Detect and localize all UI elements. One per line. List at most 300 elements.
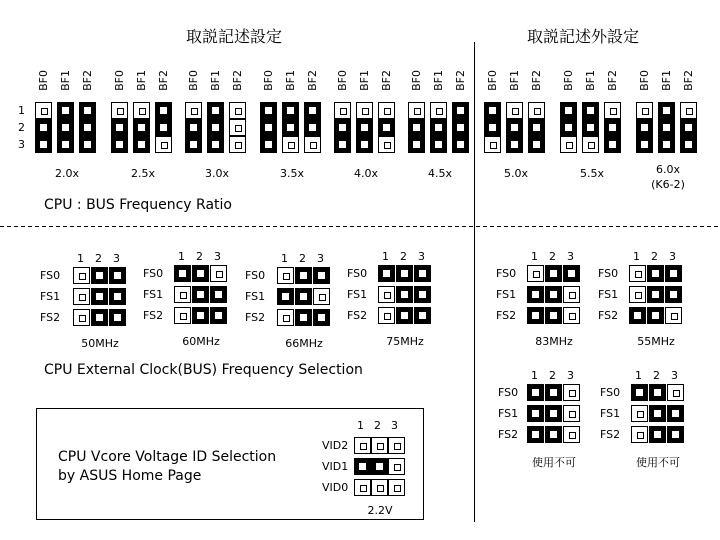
- jumper-pin-icon: [318, 314, 325, 321]
- jumper-pin-icon: [361, 124, 368, 131]
- vcore-column-number: 1: [357, 419, 364, 432]
- fs-row-label: FS2: [496, 309, 517, 322]
- fs-row-label: FS1: [598, 288, 619, 301]
- jumper-cell: [304, 136, 321, 153]
- ratio-caption: 3.5x: [279, 167, 304, 180]
- clock-column-number: 3: [113, 252, 120, 265]
- jumper-pin-icon: [663, 124, 670, 131]
- left-section-title: 取説記述設定: [186, 27, 283, 46]
- jumper-cell: [545, 265, 562, 282]
- clock-caption: 使用不可: [532, 456, 576, 469]
- fs-row-label: FS2: [347, 309, 368, 322]
- jumper-cell: [563, 307, 580, 324]
- jumper-pin-icon: [160, 124, 167, 131]
- jumper-pin-icon: [96, 272, 103, 279]
- clock-column-number: 1: [633, 250, 640, 263]
- jumper-pin-icon: [96, 314, 103, 321]
- jumper-cell: [334, 102, 351, 119]
- jumper-pin-icon: [62, 107, 69, 114]
- jumper-cell: [484, 136, 501, 153]
- jumper-pin-icon: [265, 141, 272, 148]
- jumper-pin-icon: [160, 107, 167, 114]
- clock-caption: 75MHz: [386, 335, 424, 348]
- jumper-pin-icon: [435, 141, 442, 148]
- jumper-pin-icon: [318, 272, 325, 279]
- jumper-cell: [109, 288, 126, 305]
- jumper-cell: [667, 405, 684, 422]
- jumper-pin-icon: [637, 432, 644, 439]
- clock-column-number: 2: [651, 250, 658, 263]
- clock-column-number: 2: [549, 250, 556, 263]
- jumper-cell: [79, 102, 96, 119]
- jumper-cell: [388, 458, 405, 475]
- jumper-cell: [396, 286, 413, 303]
- ratio-caption: 5.0x: [503, 167, 528, 180]
- jumper-cell: [111, 119, 128, 136]
- jumper-pin-icon: [587, 124, 594, 131]
- jumper-cell: [680, 102, 697, 119]
- jumper-pin-icon: [419, 291, 426, 298]
- jumper-pin-icon: [685, 141, 692, 148]
- jumper-pin-icon: [362, 108, 369, 115]
- jumper-cell: [452, 136, 469, 153]
- jumper-pin-icon: [40, 141, 47, 148]
- jumper-pin-icon: [360, 443, 367, 450]
- jumper-pin-icon: [84, 141, 91, 148]
- jumper-pin-icon: [533, 124, 540, 131]
- jumper-cell: [414, 286, 431, 303]
- jumper-cell: [207, 102, 224, 119]
- jumper-pin-icon: [457, 124, 464, 131]
- jumper-pin-icon: [96, 293, 103, 300]
- jumper-cell: [545, 307, 562, 324]
- fs-row-label: FS0: [498, 386, 519, 399]
- jumper-pin-icon: [265, 124, 272, 131]
- jumper-pin-icon: [534, 108, 541, 115]
- jumper-pin-icon: [663, 141, 670, 148]
- jumper-cell: [658, 102, 675, 119]
- jumper-pin-icon: [686, 108, 693, 115]
- jumper-cell: [545, 426, 562, 443]
- vcore-column-number: 3: [391, 419, 398, 432]
- jumper-cell: [207, 119, 224, 136]
- bf-pin-label: BF0: [113, 70, 126, 91]
- jumper-pin-icon: [642, 108, 649, 115]
- jumper-cell: [334, 136, 351, 153]
- bf-pin-label: BF2: [81, 70, 94, 91]
- jumper-pin-icon: [384, 142, 391, 149]
- clock-column-number: 2: [549, 369, 556, 382]
- jumper-pin-icon: [190, 124, 197, 131]
- jumper-cell: [665, 286, 682, 303]
- jumper-pin-icon: [300, 272, 307, 279]
- jumper-cell: [192, 307, 209, 324]
- jumper-pin-icon: [383, 124, 390, 131]
- jumper-pin-icon: [376, 463, 383, 470]
- jumper-cell: [430, 102, 447, 119]
- jumper-pin-icon: [568, 270, 575, 277]
- jumper-pin-icon: [197, 291, 204, 298]
- jumper-cell: [91, 267, 108, 284]
- bf-pin-label: BF1: [584, 70, 597, 91]
- jumper-pin-icon: [235, 125, 242, 132]
- jumper-pin-icon: [635, 271, 642, 278]
- jumper-cell: [354, 479, 371, 496]
- jumper-pin-icon: [180, 313, 187, 320]
- clock-column-number: 1: [531, 250, 538, 263]
- jumper-pin-icon: [635, 292, 642, 299]
- fs-row-label: FS2: [40, 311, 61, 324]
- clock-column-number: 2: [196, 250, 203, 263]
- jumper-cell: [371, 479, 388, 496]
- jumper-pin-icon: [116, 124, 123, 131]
- jumper-pin-icon: [215, 312, 222, 319]
- jumper-pin-icon: [212, 107, 219, 114]
- jumper-pin-icon: [212, 141, 219, 148]
- clock-column-number: 3: [669, 250, 676, 263]
- jumper-pin-icon: [79, 315, 86, 322]
- jumper-pin-icon: [565, 107, 572, 114]
- jumper-cell: [185, 119, 202, 136]
- jumper-pin-icon: [569, 432, 576, 439]
- jumper-pin-icon: [179, 270, 186, 277]
- jumper-cell: [563, 405, 580, 422]
- jumper-pin-icon: [138, 124, 145, 131]
- jumper-cell: [35, 102, 52, 119]
- fs-row-label: FS0: [600, 386, 621, 399]
- jumper-cell: [604, 102, 621, 119]
- jumper-pin-icon: [114, 314, 121, 321]
- clock-column-number: 3: [214, 250, 221, 263]
- jumper-pin-icon: [319, 294, 326, 301]
- jumper-pin-icon: [670, 270, 677, 277]
- jumper-cell: [527, 265, 544, 282]
- jumper-cell: [528, 102, 545, 119]
- jumper-cell: [282, 102, 299, 119]
- jumper-cell: [388, 437, 405, 454]
- jumper-pin-icon: [489, 124, 496, 131]
- jumper-cell: [210, 307, 227, 324]
- jumper-cell: [174, 265, 191, 282]
- vcore-column-number: 2: [374, 419, 381, 432]
- jumper-cell: [378, 136, 395, 153]
- clock-caption: 66MHz: [285, 337, 323, 350]
- jumper-cell: [665, 265, 682, 282]
- jumper-pin-icon: [652, 270, 659, 277]
- jumper-pin-icon: [41, 108, 48, 115]
- jumper-cell: [649, 426, 666, 443]
- jumper-pin-icon: [300, 293, 307, 300]
- fs-row-label: FS1: [600, 407, 621, 420]
- jumper-pin-icon: [565, 124, 572, 131]
- jumper-pin-icon: [339, 141, 346, 148]
- ratio-row-label: 1: [18, 104, 25, 117]
- jumper-pin-icon: [457, 107, 464, 114]
- jumper-cell: [229, 119, 246, 136]
- jumper-cell: [371, 458, 388, 475]
- jumper-pin-icon: [550, 431, 557, 438]
- vid-row-label: VID1: [322, 460, 349, 473]
- jumper-pin-icon: [283, 273, 290, 280]
- bf-pin-label: BF0: [410, 70, 423, 91]
- fs-row-label: FS2: [598, 309, 619, 322]
- bf-pin-label: BF0: [187, 70, 200, 91]
- clock-column-number: 3: [317, 252, 324, 265]
- jumper-cell: [563, 384, 580, 401]
- jumper-pin-icon: [62, 124, 69, 131]
- jumper-cell: [528, 136, 545, 153]
- jumper-cell: [378, 119, 395, 136]
- jumper-cell: [649, 405, 666, 422]
- bf-pin-label: BF1: [358, 70, 371, 91]
- ratio-caption: 4.5x: [427, 167, 452, 180]
- jumper-cell: [665, 307, 682, 324]
- bf-pin-label: BF1: [135, 70, 148, 91]
- jumper-pin-icon: [114, 272, 121, 279]
- bf-pin-label: BF0: [638, 70, 651, 91]
- jumper-cell: [527, 426, 544, 443]
- jumper-cell: [229, 102, 246, 119]
- jumper-cell: [133, 136, 150, 153]
- jumper-pin-icon: [634, 312, 641, 319]
- ratio-row-label: 3: [18, 138, 25, 151]
- jumper-pin-icon: [532, 410, 539, 417]
- jumper-pin-icon: [360, 485, 367, 492]
- jumper-pin-icon: [401, 270, 408, 277]
- ratio-heading: CPU : BUS Frequency Ratio: [44, 197, 232, 213]
- jumper-cell: [636, 136, 653, 153]
- jumper-cell: [282, 136, 299, 153]
- jumper-cell: [91, 288, 108, 305]
- bf-pin-label: BF2: [157, 70, 170, 91]
- jumper-cell: [408, 119, 425, 136]
- vcore-subtitle: by ASUS Home Page: [58, 468, 202, 484]
- fs-row-label: FS0: [598, 267, 619, 280]
- jumper-cell: [133, 119, 150, 136]
- bf-pin-label: BF0: [562, 70, 575, 91]
- jumper-cell: [527, 384, 544, 401]
- jumper-cell: [528, 119, 545, 136]
- jumper-pin-icon: [377, 485, 384, 492]
- jumper-cell: [57, 119, 74, 136]
- jumper-pin-icon: [685, 124, 692, 131]
- jumper-cell: [354, 437, 371, 454]
- jumper-pin-icon: [216, 271, 223, 278]
- jumper-cell: [57, 102, 74, 119]
- jumper-pin-icon: [532, 291, 539, 298]
- clock-column-number: 1: [382, 250, 389, 263]
- jumper-cell: [378, 265, 395, 282]
- jumper-pin-icon: [641, 141, 648, 148]
- jumper-cell: [155, 119, 172, 136]
- jumper-pin-icon: [197, 270, 204, 277]
- jumper-pin-icon: [511, 124, 518, 131]
- fs-row-label: FS2: [498, 428, 519, 441]
- jumper-cell: [408, 136, 425, 153]
- jumper-pin-icon: [401, 291, 408, 298]
- ratio-caption: 6.0x: [655, 163, 680, 176]
- jumper-pin-icon: [569, 411, 576, 418]
- jumper-pin-icon: [309, 107, 316, 114]
- jumper-cell: [155, 102, 172, 119]
- jumper-cell: [647, 286, 664, 303]
- jumper-cell: [356, 102, 373, 119]
- jumper-cell: [563, 426, 580, 443]
- jumper-pin-icon: [359, 463, 366, 470]
- jumper-pin-icon: [384, 108, 391, 115]
- ratio-caption: 2.0x: [54, 167, 79, 180]
- jumper-cell: [629, 286, 646, 303]
- fs-row-label: FS1: [347, 288, 368, 301]
- jumper-pin-icon: [79, 294, 86, 301]
- jumper-pin-icon: [550, 410, 557, 417]
- jumper-pin-icon: [212, 124, 219, 131]
- jumper-cell: [304, 102, 321, 119]
- jumper-cell: [452, 119, 469, 136]
- jumper-pin-icon: [394, 485, 401, 492]
- jumper-pin-icon: [288, 142, 295, 149]
- jumper-cell: [354, 458, 371, 475]
- jumper-pin-icon: [394, 464, 401, 471]
- jumper-cell: [35, 119, 52, 136]
- jumper-pin-icon: [435, 124, 442, 131]
- jumper-pin-icon: [84, 124, 91, 131]
- fs-row-label: FS1: [498, 407, 519, 420]
- jumper-cell: [631, 384, 648, 401]
- jumper-pin-icon: [532, 312, 539, 319]
- jumper-cell: [91, 309, 108, 326]
- jumper-pin-icon: [511, 141, 518, 148]
- vid-row-label: VID0: [322, 481, 349, 494]
- jumper-pin-icon: [637, 411, 644, 418]
- fs-row-label: FS1: [40, 290, 61, 303]
- bf-pin-label: BF1: [660, 70, 673, 91]
- jumper-cell: [192, 265, 209, 282]
- jumper-pin-icon: [191, 108, 198, 115]
- bf-pin-label: BF1: [508, 70, 521, 91]
- bf-pin-label: BF2: [380, 70, 393, 91]
- jumper-cell: [174, 286, 191, 303]
- jumper-pin-icon: [117, 108, 124, 115]
- jumper-cell: [304, 119, 321, 136]
- jumper-pin-icon: [588, 142, 595, 149]
- jumper-cell: [636, 102, 653, 119]
- jumper-cell: [378, 102, 395, 119]
- jumper-pin-icon: [550, 291, 557, 298]
- fs-row-label: FS1: [496, 288, 517, 301]
- fs-row-label: FS0: [40, 269, 61, 282]
- jumper-pin-icon: [215, 291, 222, 298]
- jumper-cell: [260, 102, 277, 119]
- jumper-pin-icon: [673, 390, 680, 397]
- jumper-pin-icon: [550, 270, 557, 277]
- jumper-cell: [414, 307, 431, 324]
- jumper-cell: [582, 119, 599, 136]
- fs-row-label: FS1: [245, 290, 266, 303]
- jumper-pin-icon: [377, 443, 384, 450]
- jumper-cell: [109, 309, 126, 326]
- jumper-pin-icon: [138, 141, 145, 148]
- ratio-caption: 4.0x: [353, 167, 378, 180]
- jumper-cell: [155, 136, 172, 153]
- bf-pin-label: BF2: [606, 70, 619, 91]
- jumper-pin-icon: [300, 314, 307, 321]
- jumper-cell: [207, 136, 224, 153]
- jumper-pin-icon: [532, 389, 539, 396]
- jumper-pin-icon: [550, 312, 557, 319]
- jumper-pin-icon: [361, 141, 368, 148]
- bf-pin-label: BF2: [682, 70, 695, 91]
- bf-pin-label: BF2: [530, 70, 543, 91]
- bf-pin-label: BF2: [454, 70, 467, 91]
- clock-column-number: 2: [95, 252, 102, 265]
- jumper-cell: [563, 265, 580, 282]
- jumper-pin-icon: [532, 431, 539, 438]
- jumper-pin-icon: [413, 141, 420, 148]
- jumper-cell: [35, 136, 52, 153]
- jumper-cell: [174, 307, 191, 324]
- jumper-cell: [378, 307, 395, 324]
- bf-pin-label: BF1: [209, 70, 222, 91]
- clock-column-number: 2: [299, 252, 306, 265]
- jumper-cell: [563, 286, 580, 303]
- jumper-cell: [629, 307, 646, 324]
- jumper-cell: [647, 307, 664, 324]
- clock-column-number: 1: [531, 369, 538, 382]
- jumper-cell: [527, 405, 544, 422]
- jumper-cell: [356, 136, 373, 153]
- jumper-cell: [629, 265, 646, 282]
- jumper-cell: [560, 102, 577, 119]
- jumper-pin-icon: [533, 141, 540, 148]
- clock-column-number: 1: [635, 369, 642, 382]
- clock-caption: 83MHz: [535, 335, 573, 348]
- jumper-cell: [313, 267, 330, 284]
- jumper-pin-icon: [663, 107, 670, 114]
- jumper-cell: [111, 136, 128, 153]
- jumper-pin-icon: [652, 291, 659, 298]
- bf-pin-label: BF1: [59, 70, 72, 91]
- clock-heading: CPU External Clock(BUS) Frequency Selection: [44, 362, 363, 378]
- clock-column-number: 2: [400, 250, 407, 263]
- jumper-cell: [582, 136, 599, 153]
- jumper-pin-icon: [671, 313, 678, 320]
- jumper-cell: [260, 136, 277, 153]
- bf-pin-label: BF2: [231, 70, 244, 91]
- ratio-caption: 5.5x: [579, 167, 604, 180]
- bf-pin-label: BF0: [262, 70, 275, 91]
- jumper-cell: [647, 265, 664, 282]
- jumper-pin-icon: [636, 389, 643, 396]
- jumper-pin-icon: [309, 124, 316, 131]
- ratio-caption-note: (K6-2): [651, 178, 685, 191]
- jumper-pin-icon: [384, 313, 391, 320]
- jumper-cell: [192, 286, 209, 303]
- jumper-cell: [484, 119, 501, 136]
- jumper-pin-icon: [610, 108, 617, 115]
- jumper-pin-icon: [282, 293, 289, 300]
- clock-caption: 50MHz: [81, 337, 119, 350]
- jumper-pin-icon: [512, 108, 519, 115]
- jumper-cell: [57, 136, 74, 153]
- jumper-pin-icon: [654, 431, 661, 438]
- jumper-pin-icon: [457, 141, 464, 148]
- jumper-pin-icon: [672, 431, 679, 438]
- jumper-cell: [109, 267, 126, 284]
- fs-row-label: FS2: [245, 311, 266, 324]
- jumper-cell: [378, 286, 395, 303]
- jumper-pin-icon: [190, 141, 197, 148]
